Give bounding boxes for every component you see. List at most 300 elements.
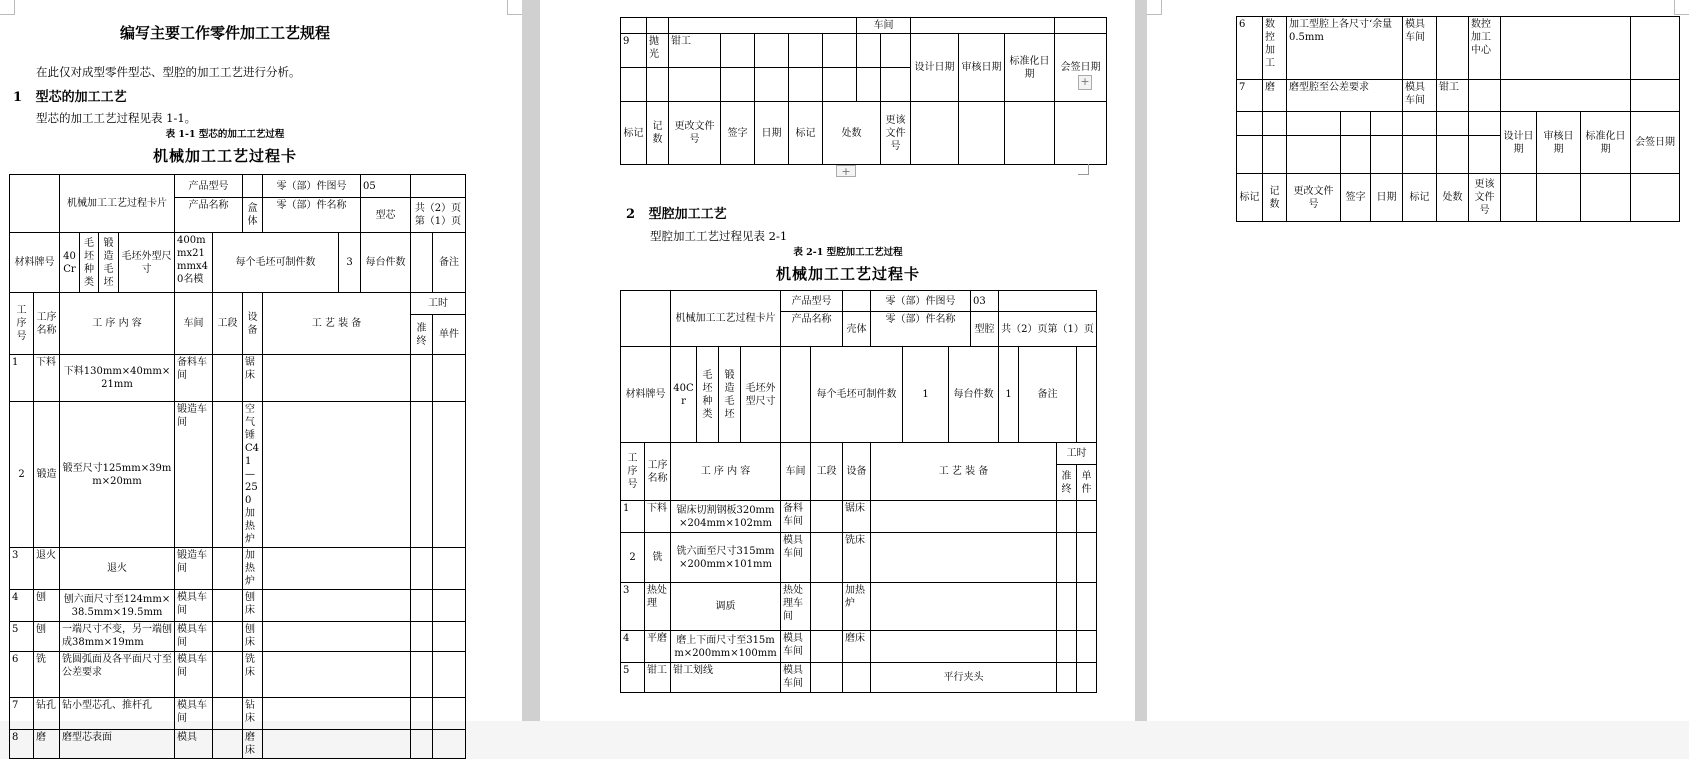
table-cell: 下料 <box>34 355 60 402</box>
table-cell: 记数 <box>1263 174 1287 222</box>
doc-title: 编写主要工作零件加工工艺规程 <box>119 24 330 42</box>
table-cell: 磨上下面尺寸至315mm×200mm×100mm <box>671 631 781 663</box>
table-cell <box>1581 174 1631 222</box>
table-cell: 备注 <box>1019 347 1077 443</box>
table-cell <box>433 355 466 402</box>
table-cell: 工序名称 <box>34 293 60 355</box>
table-cell: 2 <box>10 402 34 548</box>
table-cell <box>669 68 721 102</box>
table-row <box>10 548 466 590</box>
table-cell: 记数 <box>647 102 669 165</box>
table-cell: 工时 <box>411 293 466 315</box>
table-cell: 标记 <box>621 102 647 165</box>
table-cell: 模具车间 <box>175 652 213 698</box>
sign-standard: 标准化日期 <box>1005 34 1055 102</box>
table-cell <box>1437 17 1469 80</box>
table-cell <box>871 583 1057 631</box>
table-cell <box>811 583 843 631</box>
section-paragraph: 型腔加工工艺过程见表 2-1 <box>650 229 788 243</box>
table-cell: 铣六面至尺寸315mm×200mm×101mm <box>671 533 781 583</box>
table-cell <box>1537 174 1581 222</box>
table-cell: 3 <box>621 583 645 631</box>
table-cell: 40Cr <box>671 347 697 443</box>
table-cell <box>10 175 60 233</box>
table-cell <box>1057 631 1077 663</box>
table-cell: 刨 <box>34 590 60 622</box>
table-caption: 表 2-1 型腔加工工艺过程 <box>793 247 903 258</box>
table-cell: 每台件数 <box>361 233 411 293</box>
section-heading-2 <box>626 203 727 222</box>
table-cell: 退火 <box>60 548 175 590</box>
table-cell <box>263 652 411 698</box>
table-cell <box>1631 80 1680 112</box>
table-cell: 05 <box>361 175 411 198</box>
table-cell <box>1631 17 1680 80</box>
table-cell: 备注 <box>433 233 466 293</box>
table-cell: 锯床切割钢板320mm×204mm×102mm <box>671 501 781 533</box>
table-cell: 型芯 <box>361 198 411 233</box>
table-cell <box>433 622 466 652</box>
table-cell <box>213 355 243 402</box>
table-cell <box>1057 583 1077 631</box>
table-cell <box>959 102 1005 165</box>
table-cell: 7 <box>1237 80 1263 112</box>
table-cell: 1 <box>10 355 34 402</box>
table-cell <box>411 548 433 590</box>
section-title: 型腔加工工艺 <box>648 207 727 222</box>
table-cell: 共（2）页第（1）页 <box>411 198 466 233</box>
table-cell <box>1263 112 1287 136</box>
table-cell <box>263 548 411 590</box>
table-cell: 6 <box>10 652 34 698</box>
table-cell <box>843 663 871 693</box>
table-cell <box>1077 631 1097 663</box>
table-cell: 刨床 <box>243 590 263 622</box>
table-cell <box>1077 347 1097 443</box>
table-cell: 锯床 <box>843 501 871 533</box>
table-cell <box>433 698 466 730</box>
table-cell <box>1341 112 1371 136</box>
table-cell: 更改文件号 <box>1287 174 1341 222</box>
table-cell <box>823 34 857 68</box>
document-page-1 <box>0 0 522 756</box>
sign-standard: 标准化日期 <box>1581 112 1631 174</box>
table-cell <box>213 652 243 698</box>
table-cell: 下料130mm×40mm×21mm <box>60 355 175 402</box>
table-cell: 产品名称 <box>175 198 243 233</box>
add-row-button[interactable]: + <box>836 165 856 177</box>
table-cell: 平磨 <box>645 631 671 663</box>
section-heading-1 <box>13 86 127 105</box>
table-row <box>10 402 466 548</box>
table-cell: 磨床 <box>243 730 263 759</box>
table-cell <box>213 590 243 622</box>
intro-paragraph: 在此仅对成型零件型芯、型腔的加工工艺进行分析。 <box>36 65 301 79</box>
table-cell: 空气锤C41—250加热炉 <box>243 402 263 548</box>
table-cell: 处数 <box>823 102 881 165</box>
table-cell: 设备 <box>843 443 871 501</box>
table-row <box>10 622 466 652</box>
table-row <box>10 652 466 698</box>
table-cell: 工 艺 装 备 <box>871 443 1057 501</box>
table-cell <box>789 68 823 102</box>
table-cell <box>811 631 843 663</box>
table-cell <box>263 402 411 548</box>
table-cell: 产品名称 <box>781 312 843 347</box>
table-cell <box>1077 663 1097 693</box>
table-cell: 钻孔 <box>34 698 60 730</box>
table-cell: 磨型腔至公差要求 <box>1287 80 1403 112</box>
table-cell: 每个毛坯可制件数 <box>213 233 339 293</box>
table-cell: 更该文件号 <box>881 102 911 165</box>
table-cell <box>1631 174 1680 222</box>
table-cell: 钳工 <box>669 34 721 68</box>
table-cell: 材料牌号 <box>10 233 60 293</box>
table-cell: 铣床 <box>243 652 263 698</box>
table-cell: 400mmx21mmx40名模 <box>175 233 213 293</box>
table-cell: 标记 <box>1403 174 1437 222</box>
table-cell: 平行夹头 <box>871 663 1057 693</box>
table-cell: 模具车间 <box>175 590 213 622</box>
table-cell <box>621 291 671 347</box>
table-cell: 零（部）件名称 <box>871 312 971 347</box>
table-cell <box>647 18 669 34</box>
table-cell: 签字 <box>1341 174 1371 222</box>
table-cell <box>1501 80 1631 112</box>
table-cell <box>857 68 881 102</box>
table-cell <box>1469 80 1501 112</box>
table-cell: 工 艺 装 备 <box>263 293 411 355</box>
table-cell: 5 <box>10 622 34 652</box>
table-cell: 签字 <box>721 102 755 165</box>
table-cell: 工段 <box>811 443 843 501</box>
table-cell: 零（部）件名称 <box>263 198 361 233</box>
table-cell <box>411 355 433 402</box>
table-cell <box>213 622 243 652</box>
table-cell: 产品型号 <box>781 291 843 312</box>
table-cell: 零（部）件图号 <box>871 291 971 312</box>
section-paragraph: 型芯的加工工艺过程见表 1-1。 <box>36 111 197 125</box>
table-cell: 毛坯外型尺寸 <box>741 347 781 443</box>
table-cell: 工序号 <box>621 443 645 501</box>
table-cell: 锻造毛坯 <box>719 347 741 443</box>
table-cell: 标记 <box>789 102 823 165</box>
table-cell <box>411 698 433 730</box>
table-cell <box>881 34 911 68</box>
table-cell <box>871 631 1057 663</box>
table-row <box>621 663 1097 693</box>
table-cell <box>1287 112 1341 136</box>
table-cell: 壳体 <box>843 312 871 347</box>
table-cell <box>213 548 243 590</box>
table-cell <box>411 622 433 652</box>
table-cell: 锻造毛坯 <box>99 233 119 293</box>
table-cell: 加工型腔上各尺寸‘余量0.5mm <box>1287 17 1403 80</box>
table-cell: 每台件数 <box>949 347 999 443</box>
table-row <box>621 631 1097 663</box>
table-cell <box>1287 136 1341 174</box>
table-cell: 车间 <box>781 443 811 501</box>
table-cell <box>213 730 243 759</box>
table-cell: 退火 <box>34 548 60 590</box>
table-cell: 数控加工 <box>1263 17 1287 80</box>
table-cell <box>621 18 647 34</box>
card-name-cell: 机械加工工艺过程卡片 <box>671 291 781 347</box>
table-cell <box>647 68 669 102</box>
table-cell <box>433 402 466 548</box>
table-cell: 一端尺寸不变，另一端刨成38mm×19mm <box>60 622 175 652</box>
page-corner-mark <box>507 0 522 15</box>
table-row <box>10 590 466 622</box>
table-cell: 材料牌号 <box>621 347 671 443</box>
table-cell: 锻造 <box>34 402 60 548</box>
table-cell: 热处理 <box>645 583 671 631</box>
table-cell: 锻至尺寸125mm×39mm×20mm <box>60 402 175 548</box>
table-cell: 车间 <box>857 18 911 34</box>
table-cell: 车间 <box>175 293 213 355</box>
table-cell: 40Cr <box>60 233 80 293</box>
table-cell: 设备 <box>243 293 263 355</box>
table-cell: 03 <box>971 291 999 312</box>
table-cell: 加热炉 <box>843 583 871 631</box>
table-cell: 4 <box>10 590 34 622</box>
table-cell: 模具车间 <box>1403 80 1437 112</box>
table-cell: 磨型芯表面 <box>60 730 175 759</box>
table-cell: 8 <box>10 730 34 759</box>
document-page-2 <box>540 0 1135 721</box>
table-cell: 刨床 <box>243 622 263 652</box>
table-cell: 3 <box>10 548 34 590</box>
table-cell: 模具 <box>175 730 213 759</box>
table-cell: 备料车间 <box>781 501 811 533</box>
table-cell: 锯床 <box>243 355 263 402</box>
page-corner-mark <box>1674 0 1689 15</box>
page-corner-mark <box>0 0 15 15</box>
table-row <box>621 533 1097 583</box>
section-number: 1 <box>13 90 23 105</box>
table-cell <box>433 590 466 622</box>
table-cell: 钳工 <box>1437 80 1469 112</box>
table-cell <box>911 102 959 165</box>
table-cell <box>263 698 411 730</box>
table-cell <box>1237 112 1263 136</box>
table-cell: 调质 <box>671 583 781 631</box>
table-cell <box>871 533 1057 583</box>
table-cell: 零（部）件图号 <box>263 175 361 198</box>
table-cell: 铣 <box>645 533 671 583</box>
table-cell: 单件 <box>1077 465 1097 501</box>
table-cell <box>213 402 243 548</box>
table-cell <box>263 622 411 652</box>
table-cell <box>911 18 1055 34</box>
table-cell <box>823 68 857 102</box>
table-cell: 磨 <box>34 730 60 759</box>
table-cell <box>811 663 843 693</box>
card-title: 机械加工工艺过程卡 <box>775 265 920 283</box>
process-card-table-2[interactable] <box>620 290 1097 693</box>
table-cell <box>1057 663 1077 693</box>
table-cell <box>411 730 433 759</box>
table-cell: 工时 <box>1057 443 1097 465</box>
table-cell <box>433 652 466 698</box>
page-gap <box>1135 0 1147 721</box>
table-caption: 表 1-1 型芯的加工工艺过程 <box>165 129 285 140</box>
table-cell <box>1263 136 1287 174</box>
table-cell: 更该文件号 <box>1469 174 1501 222</box>
table-row <box>621 501 1097 533</box>
table-cell: 日期 <box>1371 174 1403 222</box>
page-gap <box>522 0 540 721</box>
sign-review: 审核日期 <box>1537 112 1581 174</box>
table-cell <box>1005 102 1055 165</box>
table-cell <box>1077 533 1097 583</box>
table-cell: 磨床 <box>843 631 871 663</box>
table-cell <box>1057 501 1077 533</box>
table-cell <box>1371 112 1403 136</box>
table-cell <box>1055 102 1107 165</box>
table-cell <box>881 68 911 102</box>
table-cell <box>411 402 433 548</box>
table-cell: 钳工划线 <box>671 663 781 693</box>
table-cell <box>1055 18 1107 34</box>
table-cell <box>1077 501 1097 533</box>
table-cell: 锻造车间 <box>175 402 213 548</box>
table-cell <box>433 548 466 590</box>
table-cell <box>1501 174 1537 222</box>
table-cell: 每个毛坯可制件数 <box>811 347 903 443</box>
table-cell: 标记 <box>1237 174 1263 222</box>
table-cell <box>721 68 755 102</box>
card-name-cell: 机械加工工艺过程卡片 <box>60 175 175 233</box>
table-resize-handle[interactable] <box>1078 164 1089 175</box>
table-cell <box>433 730 466 759</box>
section-number: 2 <box>626 207 636 222</box>
table-cell <box>411 175 466 198</box>
table-cell <box>1403 136 1437 174</box>
table-cell: 模具车间 <box>781 533 811 583</box>
table-cell: 9 <box>621 34 647 68</box>
add-column-button[interactable]: + <box>1078 75 1092 90</box>
table-cell <box>621 68 647 102</box>
table-row <box>10 730 466 759</box>
table-cell: 模具车间 <box>781 663 811 693</box>
sign-review: 审核日期 <box>959 34 1005 102</box>
table-cell: 模具车间 <box>781 631 811 663</box>
table-cell <box>1237 136 1263 174</box>
table-cell: 钻床 <box>243 698 263 730</box>
table-cell: 刨 <box>34 622 60 652</box>
process-card-table-1-continued[interactable] <box>620 17 1107 165</box>
table-cell: 抛光 <box>647 34 669 68</box>
table-cell: 数控加工中心 <box>1469 17 1501 80</box>
table-cell <box>1403 112 1437 136</box>
table-cell <box>263 355 411 402</box>
table-cell: 6 <box>1237 17 1263 80</box>
table-cell <box>1469 136 1501 174</box>
sign-design: 设计日期 <box>911 34 959 102</box>
table-cell <box>811 533 843 583</box>
table-cell: 1 <box>621 501 645 533</box>
table-cell: 工序名称 <box>645 443 671 501</box>
table-cell: 毛坯外型尺寸 <box>119 233 175 293</box>
table-cell: 准终 <box>411 315 433 355</box>
process-card-table-1[interactable] <box>9 174 466 759</box>
table-cell: 磨 <box>1263 80 1287 112</box>
table-cell: 单件 <box>433 315 466 355</box>
table-cell: 模具车间 <box>175 698 213 730</box>
table-cell: 工序号 <box>10 293 34 355</box>
table-cell: 5 <box>621 663 645 693</box>
table-cell: 1 <box>999 347 1019 443</box>
table-cell: 钳工 <box>645 663 671 693</box>
table-cell: 毛坯种类 <box>80 233 99 293</box>
table-cell: 模具车间 <box>175 622 213 652</box>
table-cell <box>669 18 857 34</box>
table-cell <box>411 652 433 698</box>
table-cell: 工段 <box>213 293 243 355</box>
table-cell: 刨六面尺寸至124mm×38.5mm×19.5mm <box>60 590 175 622</box>
table-cell: 铣 <box>34 652 60 698</box>
table-cell: 加热炉 <box>243 548 263 590</box>
table-cell <box>1469 112 1501 136</box>
table-cell <box>1057 533 1077 583</box>
table-cell <box>1501 17 1631 80</box>
table-cell <box>755 34 789 68</box>
page-corner-mark <box>1147 0 1162 15</box>
table-cell <box>1077 583 1097 631</box>
table-cell: 型腔 <box>971 312 999 347</box>
table-cell: 钻小型芯孔、推杆孔 <box>60 698 175 730</box>
table-cell <box>999 291 1097 312</box>
table-cell: 毛坯种类 <box>697 347 719 443</box>
table-cell <box>721 34 755 68</box>
sign-countersign: 会签日期 <box>1631 112 1680 174</box>
table-cell <box>1437 112 1469 136</box>
table-cell <box>755 68 789 102</box>
table-cell <box>1341 136 1371 174</box>
table-cell: 备料车间 <box>175 355 213 402</box>
table-cell <box>411 233 433 293</box>
table-cell <box>263 730 411 759</box>
table-cell: 准终 <box>1057 465 1077 501</box>
table-cell: 盒体 <box>243 198 263 233</box>
card-title: 机械加工工艺过程卡 <box>152 147 297 165</box>
table-cell: 共（2）页第（1）页 <box>999 312 1097 347</box>
table-cell <box>871 501 1057 533</box>
table-cell: 工 序 内 容 <box>671 443 781 501</box>
table-row <box>10 698 466 730</box>
table-cell: 热处理车间 <box>781 583 811 631</box>
table-cell <box>781 347 811 443</box>
table-cell: 7 <box>10 698 34 730</box>
document-page-3 <box>1147 0 1689 721</box>
sign-design: 设计日期 <box>1501 112 1537 174</box>
table-cell: 日期 <box>755 102 789 165</box>
table-cell: 产品型号 <box>175 175 243 198</box>
table-cell <box>1437 136 1469 174</box>
table-cell: 处数 <box>1437 174 1469 222</box>
table-cell: 更改文件号 <box>669 102 721 165</box>
table-cell <box>843 291 871 312</box>
process-card-table-2-continued[interactable] <box>1236 16 1680 222</box>
section-title: 型芯的加工工艺 <box>35 90 127 105</box>
table-row <box>10 355 466 402</box>
table-cell: 模具车间 <box>1403 17 1437 80</box>
table-cell <box>213 698 243 730</box>
table-cell <box>857 34 881 68</box>
table-cell: 工 序 内 容 <box>60 293 175 355</box>
table-cell: 4 <box>621 631 645 663</box>
